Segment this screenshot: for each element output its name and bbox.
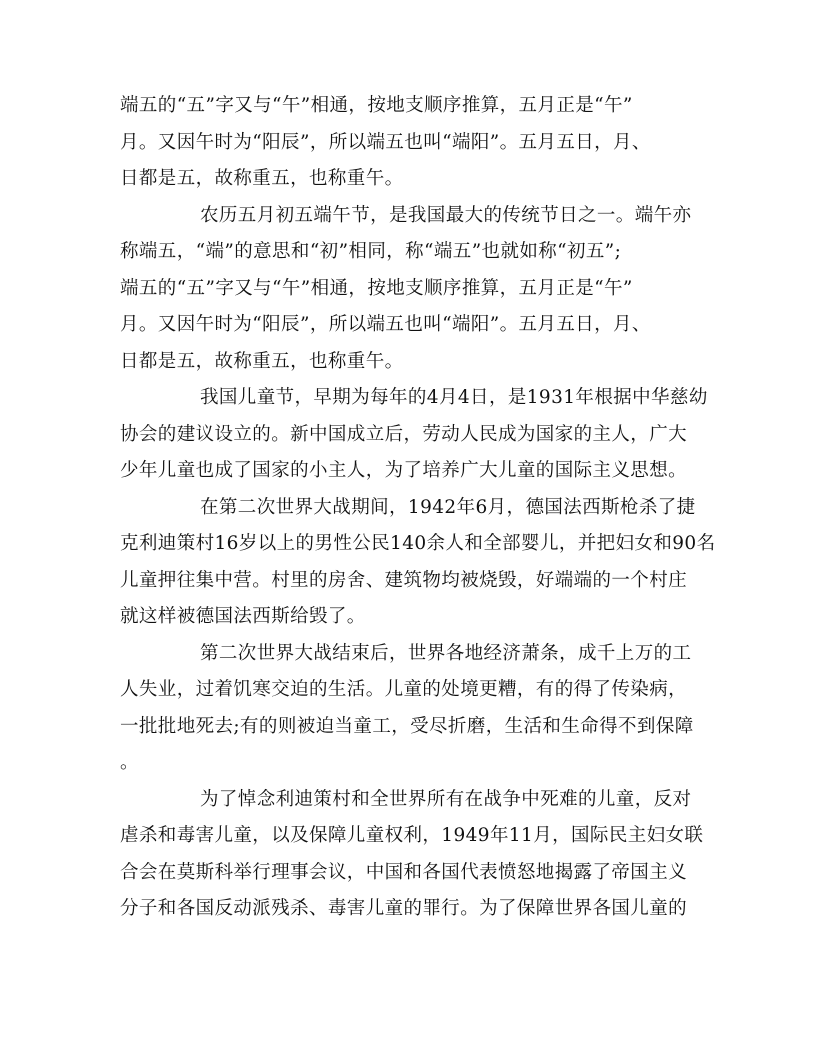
- text-line: 克利迪策村16岁以上的男性公民140余人和全部婴儿，并把妇女和90名: [120, 533, 716, 554]
- text-line: 人失业，过着饥寒交迫的生活。儿童的处境更糟，有的得了传染病，: [120, 679, 688, 700]
- text-line: 端五的“五”字又与“午”相通，按地支顺序推算，五月正是“午”: [120, 277, 633, 299]
- text-line: 称端五，“端”的意思和“初”相同，称“端五”也就如称“初五”;: [120, 241, 622, 262]
- paragraph-first-line: 第二次世界大战结束后，世界各地经济萧条，成千上万的工: [200, 642, 692, 664]
- body-text: [120, 88, 716, 928]
- paragraph-first-line: 为了悼念利迪策村和全世界所有在战争中死难的儿童，反对: [200, 788, 692, 810]
- text-line: 月。又因午时为“阳辰”，所以端五也叫“端阳”。五月五日，月、: [120, 314, 651, 335]
- text-line: 儿童押往集中营。村里的房舍、建筑物均被烧毁，好端端的一个村庄: [120, 569, 688, 591]
- paragraph-first-line: 农历五月初五端午节，是我国最大的传统节日之一。端午亦: [200, 204, 692, 226]
- text-line: 合会在莫斯科举行理事会议，中国和各国代表愤怒地揭露了帝国主义: [120, 861, 688, 883]
- paragraph-first-line: 我国儿童节，早期为每年的4月4日，是1931年根据中华慈幼: [200, 387, 708, 408]
- text-line: 日都是五，故称重五，也称重午。: [120, 350, 404, 372]
- text-line: 日都是五，故称重五，也称重午。: [120, 168, 404, 189]
- text-line: 协会的建议设立的。新中国成立后，劳动人民成为国家的主人，广大: [120, 423, 688, 445]
- text-line: 虐杀和毒害儿童，以及保障儿童权利，1949年11月，国际民主妇女联: [120, 825, 704, 846]
- text-line: 一批批地死去;有的则被迫当童工，受尽折磨，生活和生命得不到保障: [120, 715, 694, 737]
- text-line: 端五的“五”字又与“午”相通，按地支顺序推算，五月正是“午”: [120, 95, 633, 116]
- text-line: 月。又因午时为“阳辰”，所以端五也叫“端阳”。五月五日，月、: [120, 131, 651, 153]
- text-line: 少年儿童也成了国家的小主人，为了培养广大儿童的国际主义思想。: [120, 460, 688, 481]
- text-line: 就这样被德国法西斯给毁了。: [120, 606, 366, 627]
- text-line: 分子和各国反动派残杀、毒害儿童的罪行。为了保障世界各国儿童的: [120, 898, 688, 919]
- paragraph-first-line: 在第二次世界大战期间，1942年6月，德国法西斯枪杀了捷: [200, 496, 696, 518]
- text-line: 。: [120, 752, 139, 773]
